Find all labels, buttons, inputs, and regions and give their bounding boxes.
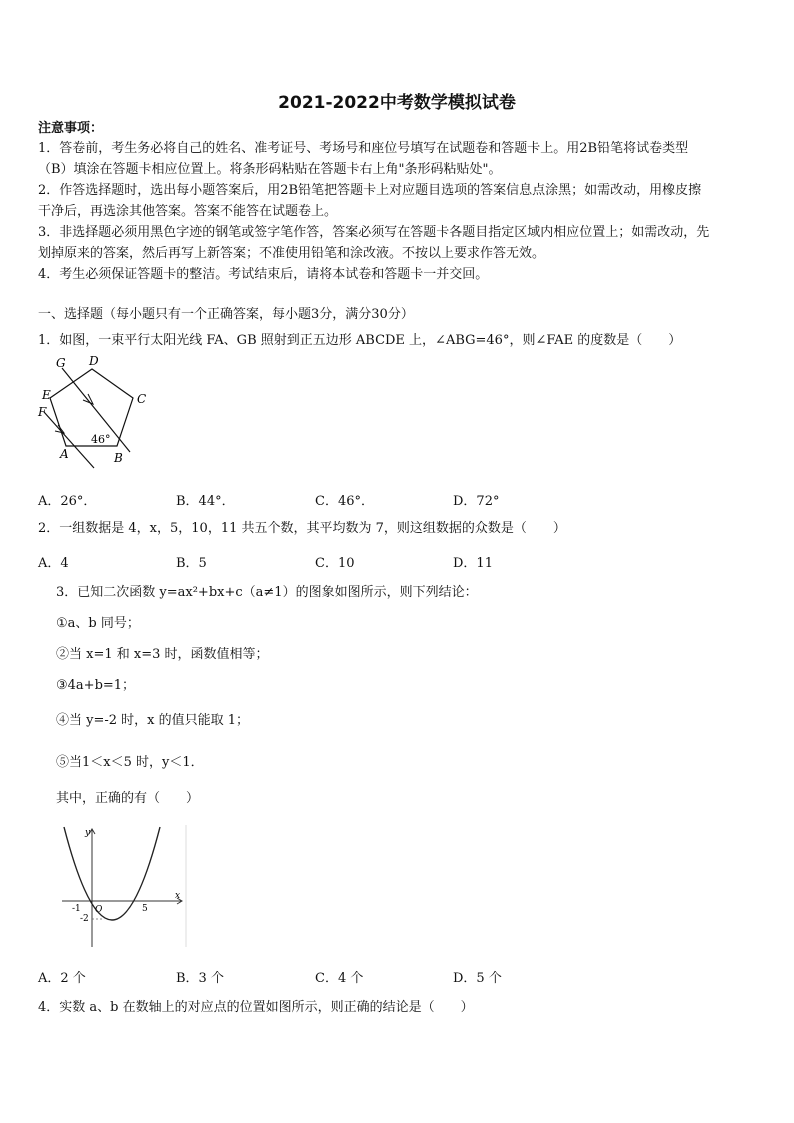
q3-item: ③4a+b=1； — [56, 678, 136, 693]
intercept-neg2-label: -2 — [80, 914, 89, 924]
q3-item: ②当 x=1 和 x=3 时，函数值相等； — [56, 647, 269, 662]
q1-option-c[interactable]: C．46°． — [315, 494, 374, 509]
parabola-graph — [58, 823, 190, 951]
q2-option-a[interactable]: A．4 — [38, 556, 69, 571]
notice-line: （B）填涂在答题卡相应位置上。将条形码粘贴在答题卡右上角"条形码粘贴处"。 — [38, 162, 502, 177]
q3-option-d[interactable]: D．5 个 — [453, 971, 502, 986]
ray-fa — [44, 412, 94, 468]
q3-option-b[interactable]: B．3 个 — [176, 971, 224, 986]
root-neg1-label: -1 — [72, 904, 81, 914]
root-5-label: 5 — [142, 904, 148, 914]
q3-item: ⑤当1＜x＜5 时，y＜1． — [56, 755, 204, 770]
label-f: F — [38, 405, 47, 419]
q3-stem: 3．已知二次函数 y=ax²+bx+c（a≠1）的图象如图所示，则下列结论： — [56, 585, 478, 600]
q3-option-a[interactable]: A．2 个 — [38, 971, 86, 986]
q1-option-d[interactable]: D．72° — [453, 494, 500, 509]
q3-item: ④当 y=-2 时，x 的值只能取 1； — [56, 713, 250, 728]
label-b: B — [114, 451, 123, 465]
notice-line: 划掉原来的答案，然后再写上新答案；不准使用铅笔和涂改液。不按以上要求作答无效。 — [38, 246, 546, 261]
origin-label: O — [95, 905, 103, 915]
page-title: 2021-2022中考数学模拟试卷 — [278, 93, 516, 113]
q1-option-b[interactable]: B．44°． — [176, 494, 235, 509]
label-a: A — [60, 447, 69, 461]
axis-x-label: x — [175, 891, 181, 901]
q3-option-c[interactable]: C．4 个 — [315, 971, 364, 986]
label-d: D — [89, 354, 99, 368]
notice-line: 1．答卷前，考生务必将自己的姓名、准考证号、考场号和座位号填写在试题卷和答题卡上。用2B铅笔将试卷类型 — [38, 141, 689, 156]
label-e: E — [42, 388, 51, 402]
q3-item: ①a、b 同号； — [56, 616, 140, 631]
axis-y-label: y — [85, 828, 91, 838]
q1-stem: 1．如图，一束平行太阳光线 FA、GB 照射到正五边形 ABCDE 上，∠ABG=46°，则∠FAE 的度数是（ ） — [38, 333, 682, 348]
notice-line: 4．考生必须保证答题卡的整洁。考试结束后，请将本试卷和答题卡一并交回。 — [38, 267, 489, 282]
q2-stem: 2．一组数据是 4，x，5，10，11 共五个数，其平均数为 7，则这组数据的众数是（ ） — [38, 521, 566, 536]
q4-stem: 4．实数 a、b 在数轴上的对应点的位置如图所示，则正确的结论是（ ） — [38, 1000, 474, 1015]
pentagon-figure — [36, 354, 156, 469]
q1-option-a[interactable]: A．26°． — [38, 494, 97, 509]
notice-heading: 注意事项： — [38, 121, 104, 136]
notice-line: 2．作答选择题时，选出每小题答案后，用2B铅笔把答题卡上对应题目选项的答案信息点涂黑；如需改动，用橡皮擦 — [38, 183, 702, 198]
q2-option-d[interactable]: D．11 — [453, 556, 493, 571]
q3-ask: 其中，正确的有（ ） — [56, 791, 200, 806]
q2-option-b[interactable]: B．5 — [176, 556, 207, 571]
section-heading: 一、选择题（每小题只有一个正确答案，每小题3分，满分30分） — [38, 307, 414, 322]
label-g: G — [56, 356, 66, 370]
notice-line: 3．非选择题必须用黑色字迹的钢笔或签字笔作答，答案必须写在答题卡各题目指定区域内相应位置上；如需改动，先 — [38, 225, 710, 240]
q2-option-c[interactable]: C．10 — [315, 556, 355, 571]
notice-line: 干净后，再选涂其他答案。答案不能答在试题卷上。 — [38, 204, 338, 219]
label-c: C — [137, 392, 147, 406]
angle-label: 46° — [91, 433, 111, 446]
